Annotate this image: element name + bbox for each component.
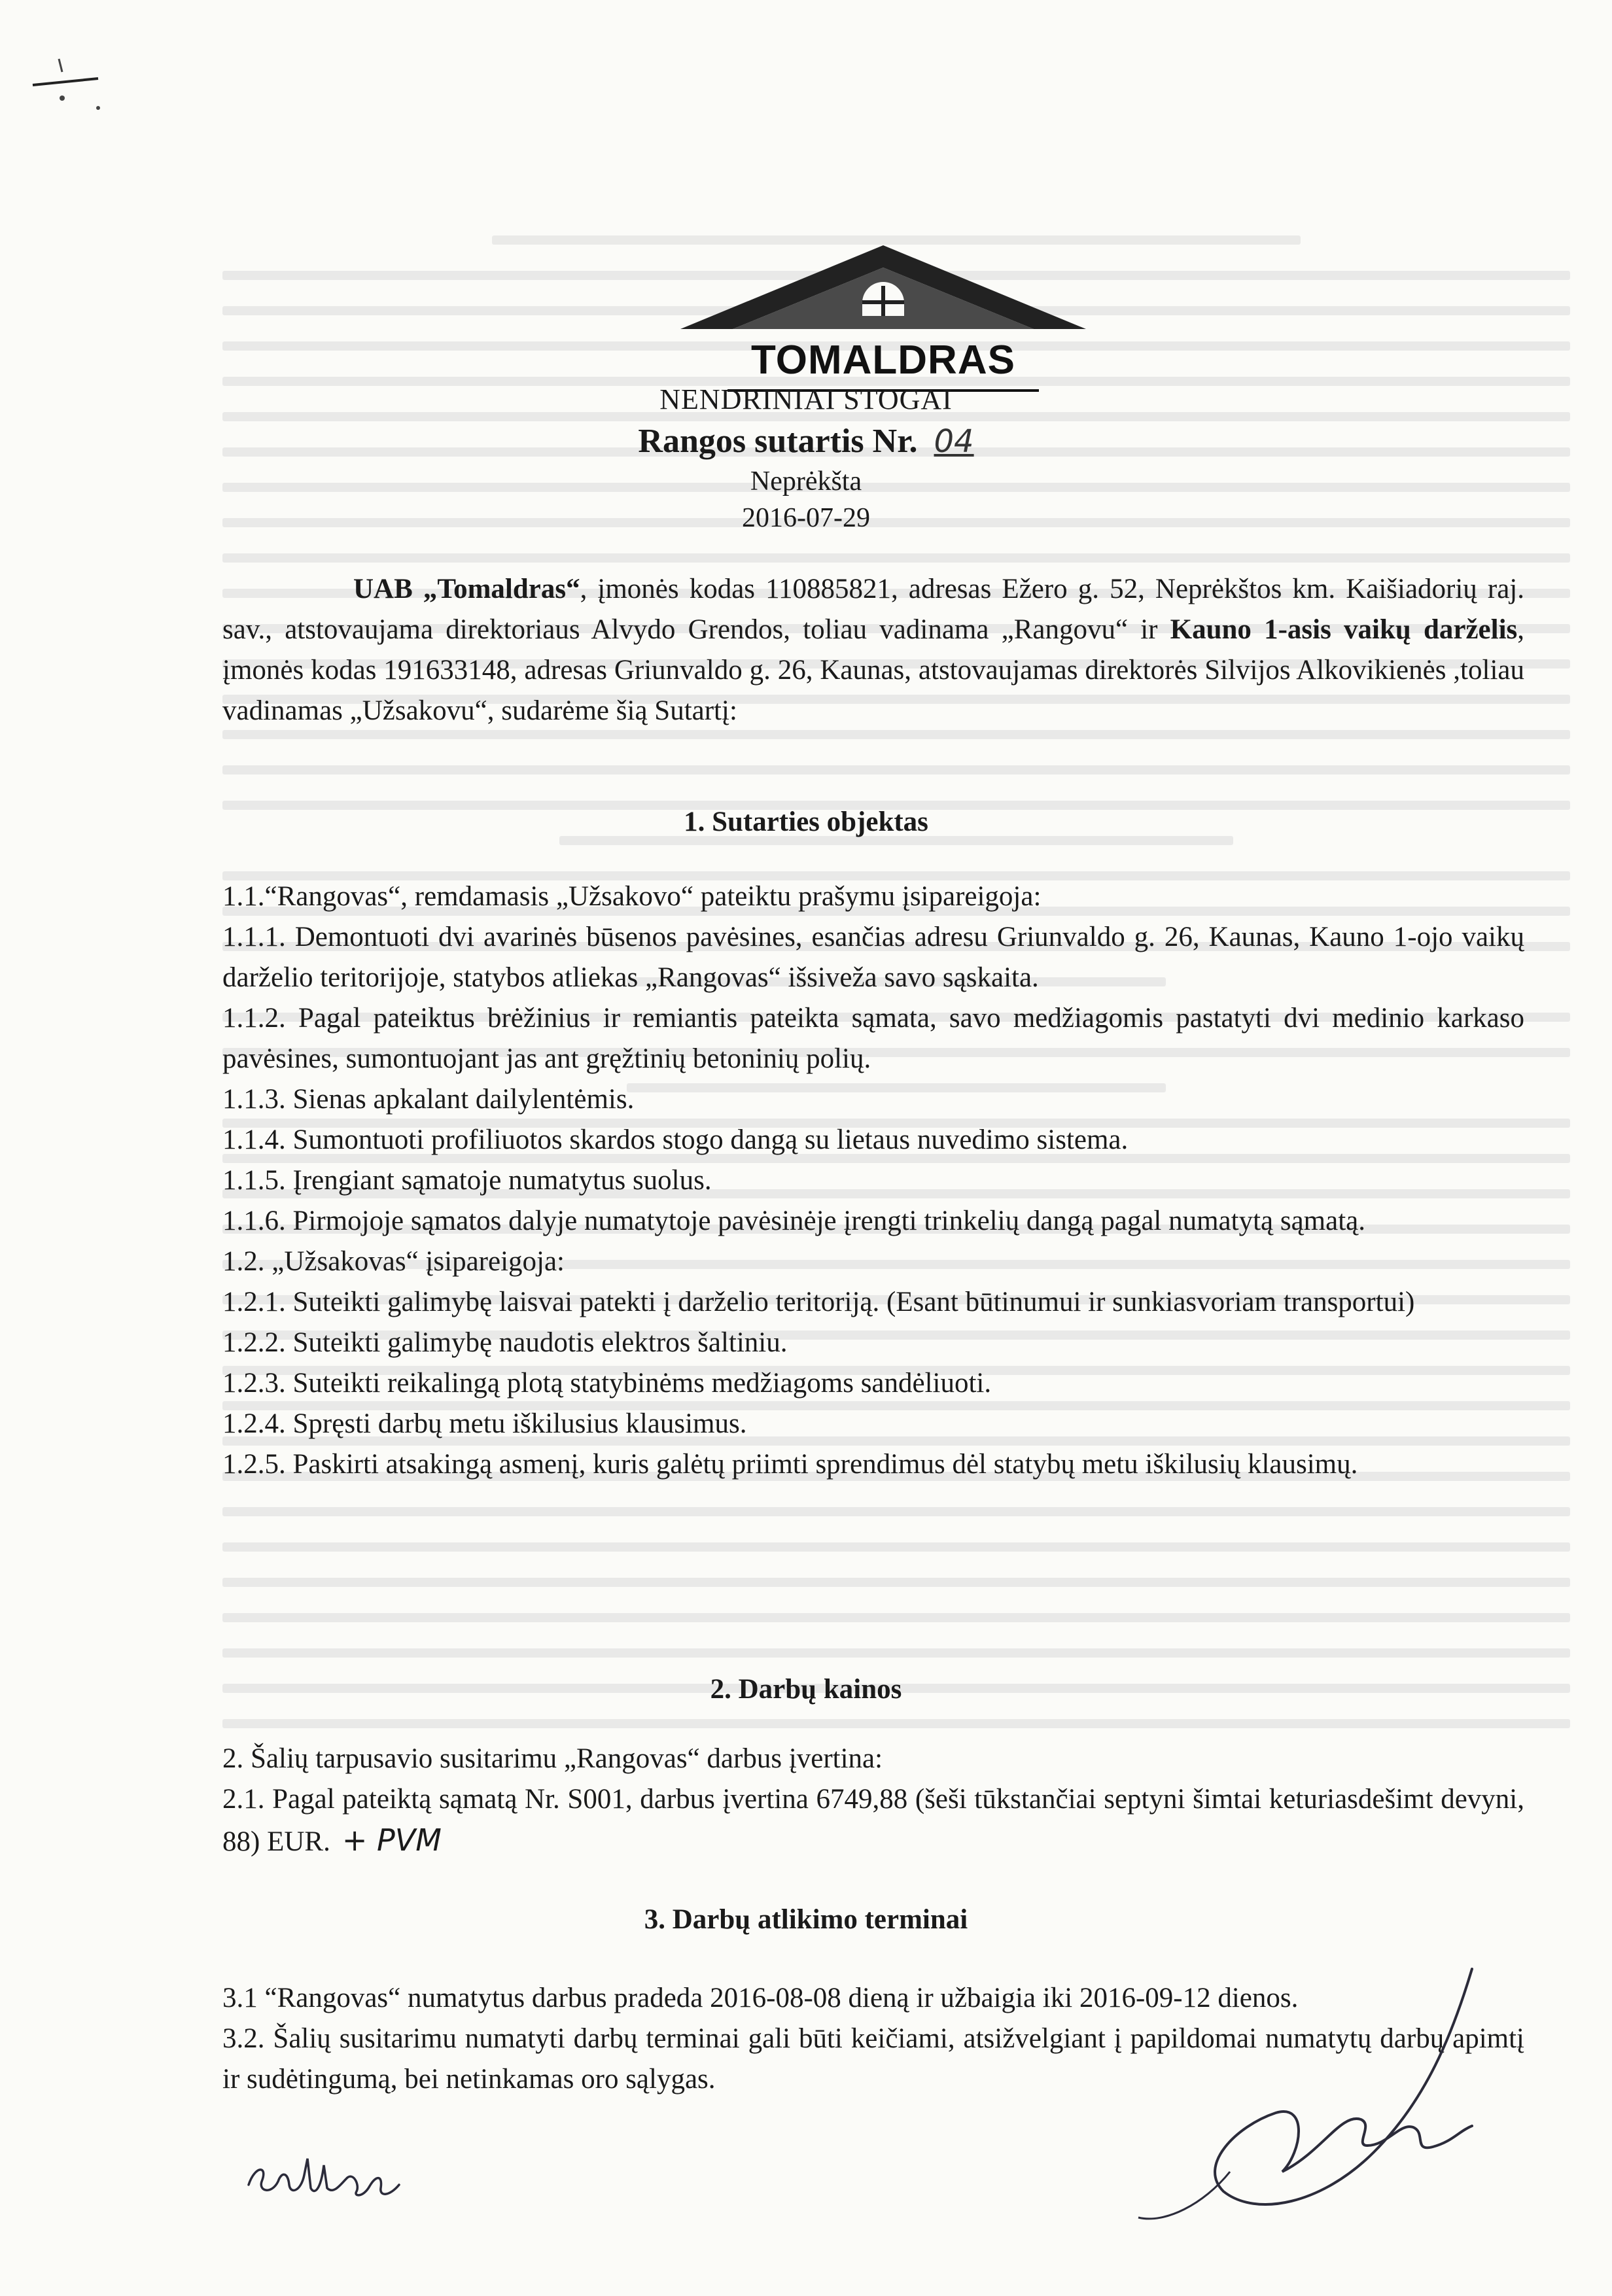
list-item: 1.2.2. Suteikti galimybę naudotis elektros šaltiniu.: [222, 1327, 788, 1358]
company-tagline: NENDRINIAI STOGAI: [659, 383, 953, 415]
list-item: 1.1.“Rangovas“, remdamasis „Užsakovo“ pateiktu prašymu įsipareigoja:: [222, 881, 1042, 912]
document-title: [0, 422, 1612, 461]
section1-list: [222, 877, 1524, 1485]
list-item: 1.2.3. Suteikti reikalingą plotą statybinėms medžiagoms sandėliuoti.: [222, 1368, 992, 1399]
list-item: 1.2.5. Paskirti atsakingą asmenį, kuris galėtų priimti sprendimus dėl statybų metu iškilusių klausimų.: [222, 1449, 1358, 1480]
list-item: 1.2.1. Suteikti galimybę laisvai patekti į darželio teritoriją. (Esant būtinumui ir sunkiasvoriam transportui): [222, 1287, 1415, 1317]
party1-name: UAB „Tomaldras“: [353, 574, 580, 604]
list-item: 3.2. Šalių susitarimu numatyti darbų terminai gali būti keičiami, atsižvelgiant į papildomai numatytų darbų apimtį ir sudėtingumą, bei netinkamas oro sąlygas.: [222, 2023, 1524, 2095]
list-item: 1.1.4. Sumontuoti profiliuotos skardos stogo dangą su lietaus nuvedimo sistema.: [222, 1124, 1129, 1155]
signing-date: 2016-07-29: [742, 503, 870, 533]
corner-mark: [26, 39, 105, 118]
title-text: Rangos sutartis Nr.: [638, 423, 918, 460]
section2-list: [222, 1739, 1524, 1862]
company-logo: [667, 245, 1099, 396]
intro-text1: , įmonės kodas 110885821, adresas Ežero g. 52, Neprėkštos km. Kaišiadorių raj. sav., atstovaujama direktoriaus Alvydo Grendos, toliau vadinama „Rangovu“ ir: [222, 574, 1524, 645]
list-item: 1.1.3. Sienas apkalant dailylentėmis.: [222, 1084, 635, 1115]
handwritten-vat-note: + PVM: [342, 1822, 442, 1858]
section3-heading: 3. Darbų atlikimo terminai: [644, 1904, 968, 1935]
contract-number: 04: [934, 423, 974, 460]
list-item: 3.1 “Rangovas“ numatytus darbus pradeda 2016-08-08 dieną ir užbaigia iki 2016-09-12 dienos.: [222, 1983, 1299, 2013]
intro-text2: , įmonės kodas 191633148, adresas Griunvaldo g. 26, Kaunas, atstovaujamas direktorės Silvijos Alkovikienės ,toliau vadinamas „Užsakovu“, sudarėme šią Sutartį:: [222, 614, 1524, 726]
roof-icon: [667, 245, 1099, 343]
list-item: 2. Šalių tarpusavio susitarimu „Rangovas“ darbus įvertina:: [222, 1743, 883, 1774]
party2-name: Kauno 1-asis vaikų darželis: [1170, 614, 1518, 645]
list-item: 1.2. „Užsakovas“ įsipareigoja:: [222, 1246, 565, 1277]
contractor-signature: [1125, 1956, 1492, 2231]
section1-heading: 1. Sutarties objektas: [684, 807, 928, 837]
intro-paragraph: [222, 569, 1524, 731]
list-item: 2.1. Pagal pateiktą sąmatą Nr. S001, darbus įvertina 6749,88 (šeši tūkstančiai septyni šimtai keturiasdešimt devyni, 88) EUR.: [222, 1784, 1524, 1857]
client-signature: [242, 2146, 412, 2204]
list-item: 1.2.4. Spręsti darbų metu iškilusius klausimus.: [222, 1408, 747, 1439]
section2-heading: 2. Darbų kainos: [710, 1674, 902, 1705]
list-item: 1.1.2. Pagal pateiktus brėžinius ir remiantis pateikta sąmata, savo medžiagomis pastatyti dvi medinio karkaso pavėsines, sumontuojant jas ant gręžtinių betoninių polių.: [222, 1003, 1524, 1074]
list-item: 1.1.6. Pirmojoje sąmatos dalyje numatytoje pavėsinėje įrengti trinkelių dangą pagal numatytą sąmatą.: [222, 1206, 1366, 1236]
signing-location: Neprėkšta: [750, 466, 862, 496]
list-item: 1.1.1. Demontuoti dvi avarinės būsenos pavėsines, esančias adresu Griunvaldo g. 26, Kaunas, Kauno 1-ojo vaikų darželio teritorijoje, statybos atliekas „Rangovas“ išsiveža savo sąskaita.: [222, 922, 1524, 993]
list-item: 1.1.5. Įrengiant sąmatoje numatytus suolus.: [222, 1165, 712, 1196]
company-brand: TOMALDRAS: [751, 338, 1015, 383]
